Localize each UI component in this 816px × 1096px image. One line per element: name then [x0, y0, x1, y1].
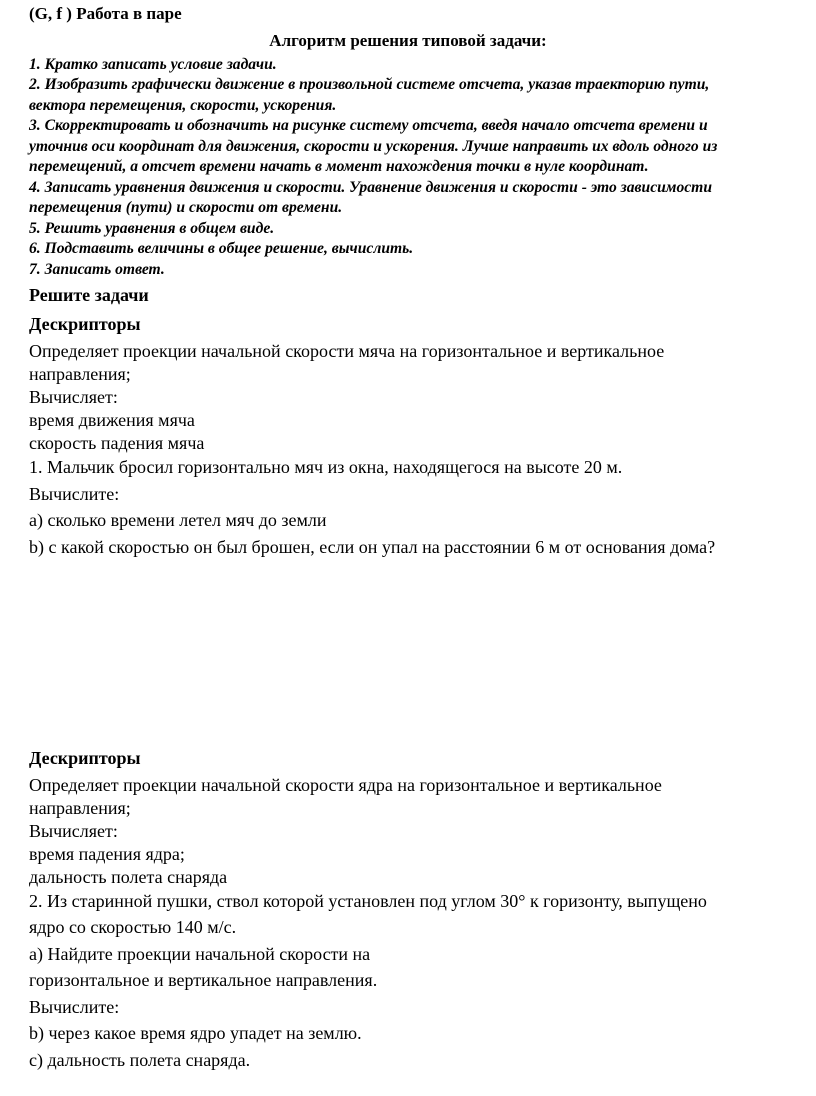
algorithm-step: 7. Записать ответ.: [29, 261, 165, 278]
task2-problem-line: Вычислите:: [29, 997, 120, 1017]
algorithm-step: 4. Записать уравнения движения и скорости. Уравнение движения и скорости - это зависимости: [29, 179, 712, 196]
task2-problem-line: а) Найдите проекции начальной скорости на: [29, 944, 371, 964]
task1-descriptor-line: направления;: [29, 364, 131, 384]
worksheet-header: (G, f ) Работа в паре: [29, 4, 182, 23]
algorithm-step: 2. Изобразить графически движение в произвольной системе отсчета, указав траекторию пути,: [29, 76, 710, 93]
task1-descriptors-heading: Дескрипторы: [29, 314, 141, 334]
task1-descriptor-line: скорость падения мяча: [29, 433, 205, 453]
task2-descriptors-heading: Дескрипторы: [29, 748, 141, 768]
task2-problem-line: b) через какое время ядро упадет на землю.: [29, 1023, 362, 1043]
task1-problem-line: а) сколько времени летел мяч до земли: [29, 510, 327, 530]
algorithm-step: перемещений, а отсчет времени начать в момент нахождения точки в нуле координат.: [29, 158, 649, 175]
algorithm-step: вектора перемещения, скорости, ускорения.: [29, 97, 337, 114]
solve-heading: Решите задачи: [29, 285, 149, 305]
task1-problem-line: b) с какой скоростью он был брошен, если он упал на расстоянии 6 м от основания дома?: [29, 537, 716, 557]
task1-problem-line: 1. Мальчик бросил горизонтально мяч из окна, находящегося на высоте 20 м.: [29, 457, 623, 477]
algorithm-step: уточнив оси координат для движения, скорости и ускорения. Лучше направить их вдоль одного из: [29, 138, 718, 155]
algorithm-step: перемещения (пути) и скорости от времени.: [29, 199, 343, 216]
task2-problem-line: c) дальность полета снаряда.: [29, 1050, 251, 1070]
task2-descriptor-line: Вычисляет:: [29, 821, 118, 841]
task2-problem-line: ядро со скоростью 140 м/с.: [29, 917, 237, 937]
algorithm-title: Алгоритм решения типовой задачи:: [269, 31, 547, 50]
task2-descriptor-line: направления;: [29, 798, 131, 818]
task1-descriptor-line: время движения мяча: [29, 410, 195, 430]
task2-problem-line: горизонтальное и вертикальное направления.: [29, 970, 378, 990]
algorithm-step: 3. Скорректировать и обозначить на рисунке систему отсчета, введя начало отсчета времени и: [29, 117, 708, 134]
task1-descriptor-line: Определяет проекции начальной скорости мяча на горизонтальное и вертикальное: [29, 341, 665, 361]
task2-descriptor-line: Определяет проекции начальной скорости ядра на горизонтальное и вертикальное: [29, 775, 662, 795]
algorithm-step: 5. Решить уравнения в общем виде.: [29, 220, 275, 237]
task1-descriptor-line: Вычисляет:: [29, 387, 118, 407]
algorithm-step: 6. Подставить величины в общее решение, вычислить.: [29, 240, 414, 257]
task2-descriptor-line: дальность полета снаряда: [29, 867, 228, 887]
task1-problem-line: Вычислите:: [29, 484, 120, 504]
algorithm-step: 1. Кратко записать условие задачи.: [29, 56, 277, 73]
task2-descriptor-line: время падения ядра;: [29, 844, 185, 864]
task2-problem-line: 2. Из старинной пушки, ствол которой установлен под углом 30° к горизонту, выпущено: [29, 891, 707, 911]
